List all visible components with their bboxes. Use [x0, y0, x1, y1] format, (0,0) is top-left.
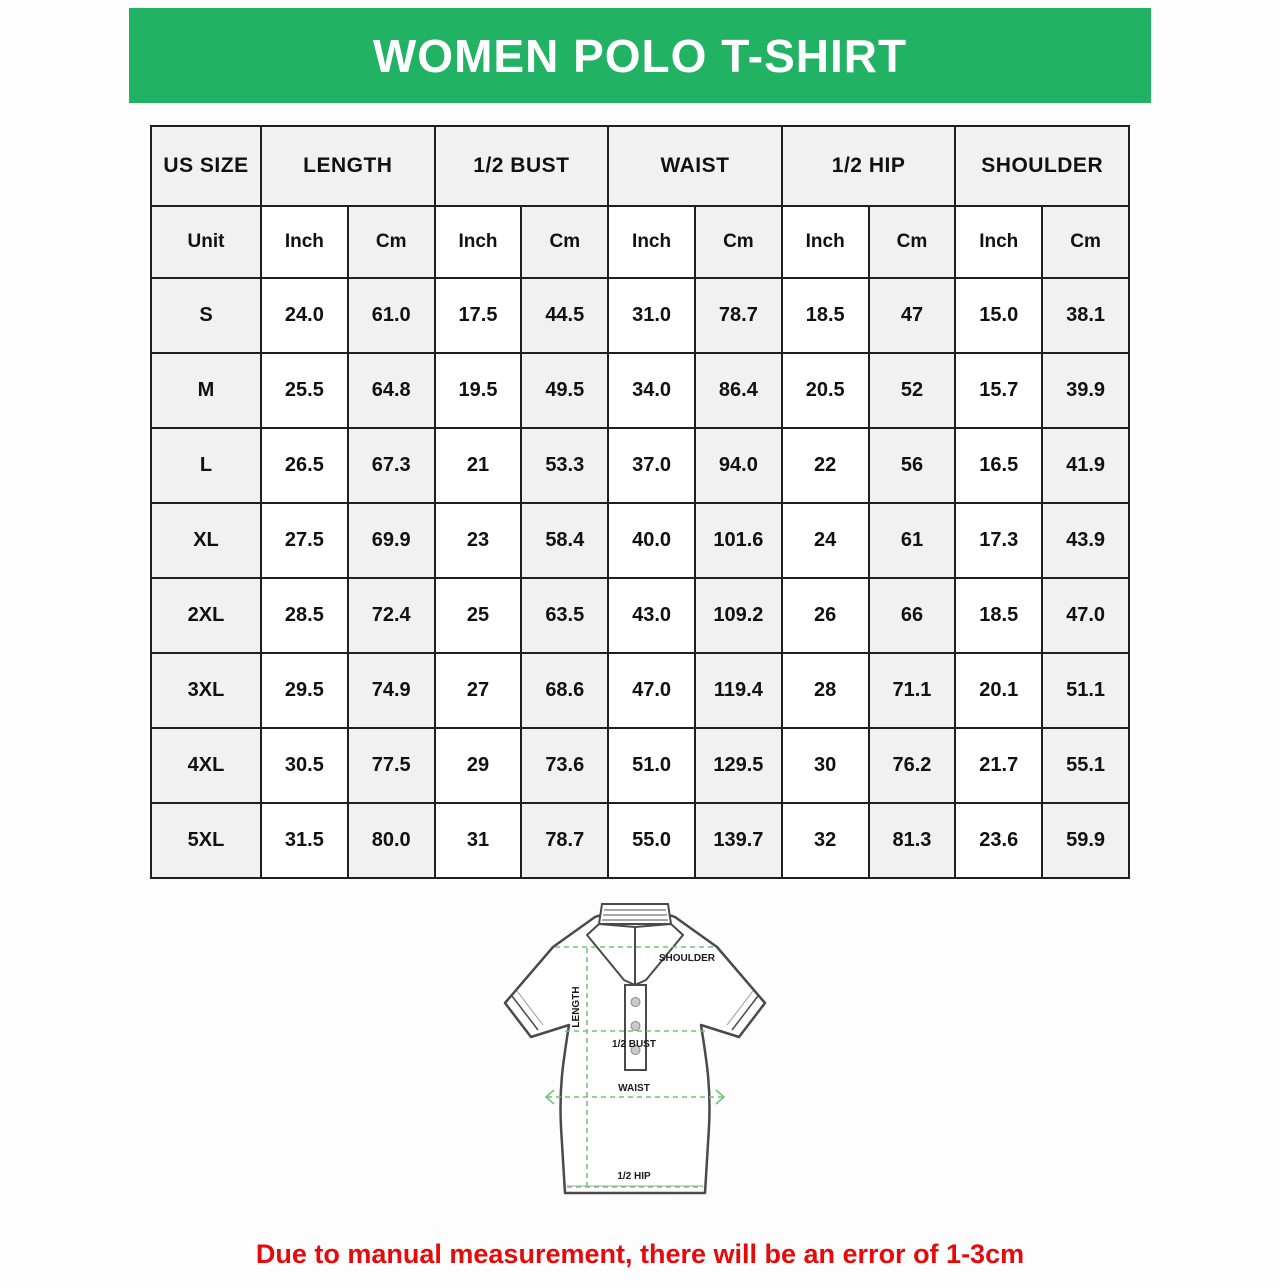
table-cell: 28 [782, 653, 869, 728]
table-cell: 23.6 [955, 803, 1042, 878]
size-chart-table [150, 125, 1130, 879]
collar-back-band [599, 904, 671, 924]
table-cell: 29.5 [261, 653, 348, 728]
size-label: XL [151, 503, 261, 578]
table-cell: 22 [782, 428, 869, 503]
unit-cell: Inch [608, 206, 695, 278]
table-cell: 58.4 [521, 503, 608, 578]
unit-cell: Inch [261, 206, 348, 278]
button [631, 1022, 640, 1031]
table-row-m [151, 353, 1129, 428]
table-cell: 78.7 [695, 278, 782, 353]
diagram-label-shoulder: SHOULDER [658, 953, 715, 964]
table-cell: 26.5 [261, 428, 348, 503]
table-cell: 29 [435, 728, 522, 803]
size-label: 4XL [151, 728, 261, 803]
table-cell: 49.5 [521, 353, 608, 428]
table-cell: 15.0 [955, 278, 1042, 353]
table-cell: 53.3 [521, 428, 608, 503]
unit-cell: Cm [521, 206, 608, 278]
table-cell: 20.1 [955, 653, 1042, 728]
table-unit-row [151, 206, 1129, 278]
table-cell: 27.5 [261, 503, 348, 578]
table-cell: 25.5 [261, 353, 348, 428]
table-cell: 23 [435, 503, 522, 578]
table-cell: 21.7 [955, 728, 1042, 803]
table-cell: 43.0 [608, 578, 695, 653]
table-cell: 37.0 [608, 428, 695, 503]
table-cell: 32 [782, 803, 869, 878]
unit-cell: Unit [151, 206, 261, 278]
table-cell: 17.5 [435, 278, 522, 353]
table-row-xl [151, 503, 1129, 578]
col-header-waist: WAIST [608, 126, 782, 206]
size-label: 3XL [151, 653, 261, 728]
table-cell: 69.9 [348, 503, 435, 578]
table-cell: 30 [782, 728, 869, 803]
table-cell: 20.5 [782, 353, 869, 428]
unit-cell: Inch [782, 206, 869, 278]
table-cell: 68.6 [521, 653, 608, 728]
polo-shirt-diagram [475, 885, 805, 1220]
table-cell: 31.0 [608, 278, 695, 353]
table-cell: 25 [435, 578, 522, 653]
unit-cell: Cm [869, 206, 956, 278]
table-cell: 26 [782, 578, 869, 653]
size-label: M [151, 353, 261, 428]
table-cell: 55.1 [1042, 728, 1129, 803]
table-group-header-row [151, 126, 1129, 206]
table-cell: 39.9 [1042, 353, 1129, 428]
page-title: WOMEN POLO T-SHIRT [372, 29, 908, 82]
table-cell: 56 [869, 428, 956, 503]
size-label: 2XL [151, 578, 261, 653]
table-cell: 101.6 [695, 503, 782, 578]
table-row-s [151, 278, 1129, 353]
table-cell: 44.5 [521, 278, 608, 353]
table-cell: 31.5 [261, 803, 348, 878]
table-cell: 38.1 [1042, 278, 1129, 353]
table-cell: 34.0 [608, 353, 695, 428]
unit-cell: Inch [955, 206, 1042, 278]
col-header-us-size: US SIZE [151, 126, 261, 206]
unit-cell: Cm [348, 206, 435, 278]
diagram-label-length: LENGTH [571, 986, 582, 1028]
col-header-length: LENGTH [261, 126, 435, 206]
table-cell: 47.0 [608, 653, 695, 728]
table-cell: 139.7 [695, 803, 782, 878]
unit-cell: Cm [695, 206, 782, 278]
table-cell: 94.0 [695, 428, 782, 503]
table-row-2xl [151, 578, 1129, 653]
table-cell: 61.0 [348, 278, 435, 353]
table-row-l [151, 428, 1129, 503]
table-cell: 17.3 [955, 503, 1042, 578]
table-cell: 80.0 [348, 803, 435, 878]
table-cell: 66 [869, 578, 956, 653]
table-row-5xl [151, 803, 1129, 878]
table-cell: 24.0 [261, 278, 348, 353]
table-cell: 119.4 [695, 653, 782, 728]
table-cell: 27 [435, 653, 522, 728]
table-cell: 73.6 [521, 728, 608, 803]
table-cell: 15.7 [955, 353, 1042, 428]
size-label: 5XL [151, 803, 261, 878]
table-cell: 47.0 [1042, 578, 1129, 653]
table-cell: 81.3 [869, 803, 956, 878]
table-cell: 51.1 [1042, 653, 1129, 728]
table-cell: 61 [869, 503, 956, 578]
table-cell: 16.5 [955, 428, 1042, 503]
table-cell: 55.0 [608, 803, 695, 878]
table-cell: 51.0 [608, 728, 695, 803]
table-cell: 74.9 [348, 653, 435, 728]
table-cell: 40.0 [608, 503, 695, 578]
table-cell: 30.5 [261, 728, 348, 803]
table-cell: 18.5 [782, 278, 869, 353]
table-cell: 109.2 [695, 578, 782, 653]
table-cell: 71.1 [869, 653, 956, 728]
table-cell: 64.8 [348, 353, 435, 428]
table-cell: 43.9 [1042, 503, 1129, 578]
table-cell: 86.4 [695, 353, 782, 428]
col-header-shoulder: SHOULDER [955, 126, 1129, 206]
table-cell: 67.3 [348, 428, 435, 503]
title-banner [129, 8, 1151, 103]
measurement-error-note: Due to manual measurement, there will be an error of 1-3cm [255, 1239, 1025, 1269]
diagram-label-bust: 1/2 BUST [612, 1039, 656, 1050]
table-cell: 24 [782, 503, 869, 578]
size-label: L [151, 428, 261, 503]
table-row-3xl [151, 653, 1129, 728]
table-cell: 31 [435, 803, 522, 878]
table-cell: 72.4 [348, 578, 435, 653]
table-cell: 78.7 [521, 803, 608, 878]
table-cell: 21 [435, 428, 522, 503]
button [631, 998, 640, 1007]
table-cell: 47 [869, 278, 956, 353]
diagram-label-hip: 1/2 HIP [617, 1171, 651, 1182]
table-row-4xl [151, 728, 1129, 803]
table-cell: 19.5 [435, 353, 522, 428]
table-cell: 41.9 [1042, 428, 1129, 503]
col-header-half-bust: 1/2 BUST [435, 126, 609, 206]
table-cell: 28.5 [261, 578, 348, 653]
table-cell: 129.5 [695, 728, 782, 803]
size-label: S [151, 278, 261, 353]
table-cell: 63.5 [521, 578, 608, 653]
table-cell: 18.5 [955, 578, 1042, 653]
unit-cell: Inch [435, 206, 522, 278]
table-cell: 76.2 [869, 728, 956, 803]
diagram-label-waist: WAIST [618, 1083, 650, 1094]
table-cell: 59.9 [1042, 803, 1129, 878]
col-header-half-hip: 1/2 HIP [782, 126, 956, 206]
table-cell: 52 [869, 353, 956, 428]
unit-cell: Cm [1042, 206, 1129, 278]
table-cell: 77.5 [348, 728, 435, 803]
measurement-diagram [475, 885, 805, 1225]
